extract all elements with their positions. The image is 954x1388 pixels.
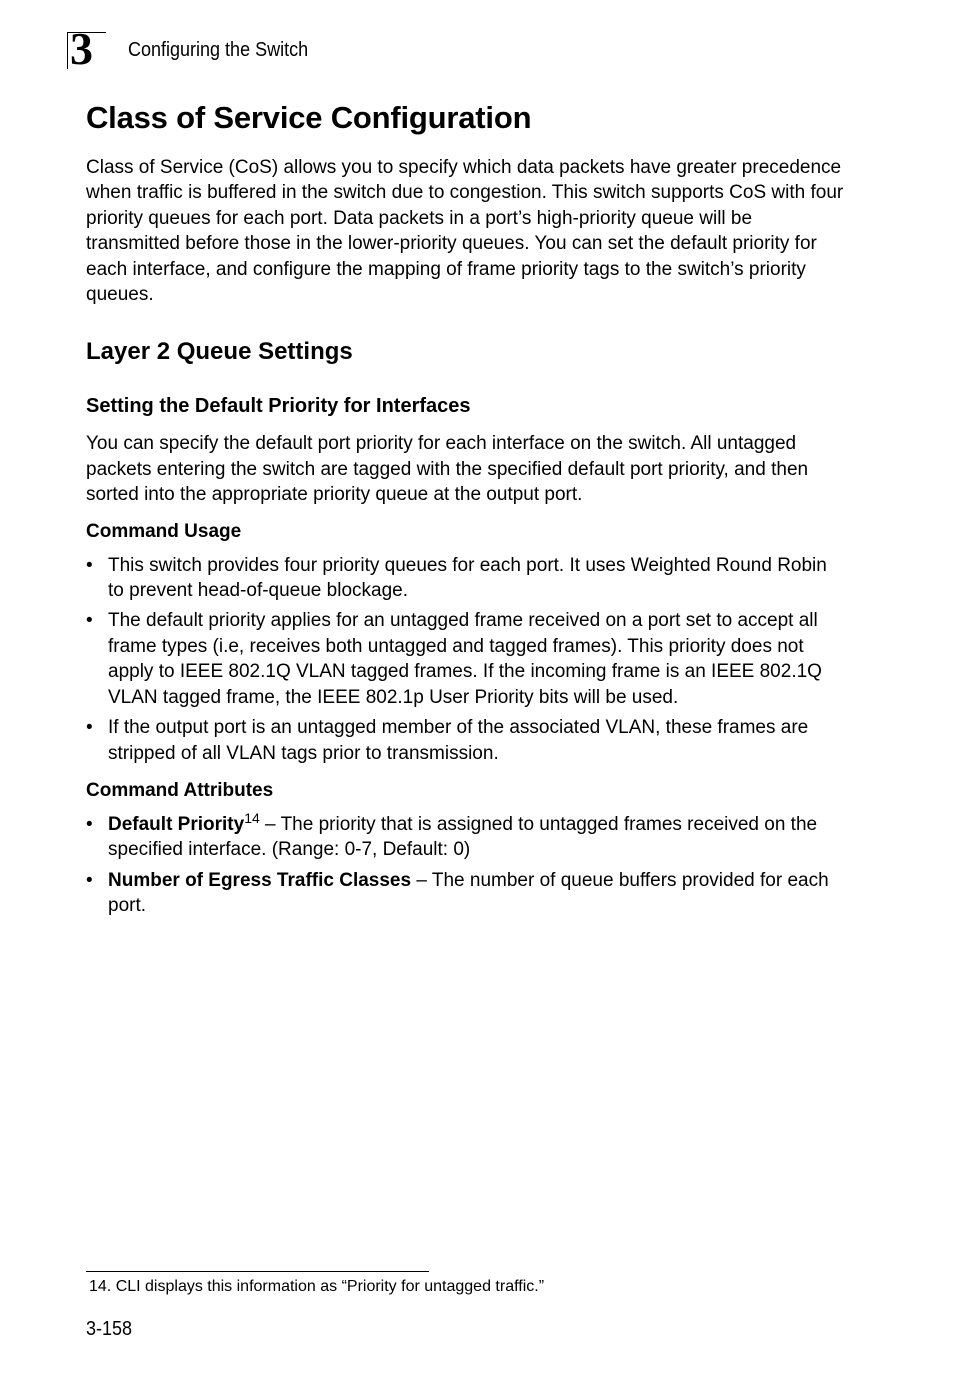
topic-title: Setting the Default Priority for Interfaces	[86, 395, 471, 418]
list-item: • If the output port is an untagged member of the associated VLAN, these frames are stripped of all VLAN tags prior to transmission.	[86, 715, 846, 766]
running-header: Configuring the Switch	[128, 39, 309, 61]
command-attributes-list	[86, 809, 846, 919]
list-item	[86, 868, 846, 919]
topic-paragraph: You can specify the default port priority for each interface on the switch. All untagged packets entering the switch are tagged with the specified default port priority, and then sorted into the appropriate priority queue at the output port.	[86, 433, 809, 506]
chapter-number: 3	[70, 23, 92, 74]
intro-paragraph: Class of Service (CoS) allows you to specify which data packets have greater precedence when traffic is buffered in the switch due to congestion. This switch supports CoS with four priority queues for each port. Data packets in a port’s high-priority queue will be transmitted before those in the lower-priority queues. You can set the default priority for each interface, and configure the mapping of frame priority tags to the switch’s priority queues.	[86, 157, 844, 306]
section-title: Class of Service Configuration	[86, 100, 532, 135]
list-item	[86, 809, 846, 863]
attribute-description: – The number of queue buffers provided for each port.	[108, 869, 829, 917]
subsection-title: Layer 2 Queue Settings	[86, 338, 353, 366]
command-attributes-heading: Command Attributes	[86, 779, 274, 801]
footnote-divider	[86, 1271, 429, 1272]
list-item: • This switch provides four priority queues for each port. It uses Weighted Round Robin to prevent head-of-queue blockage.	[86, 553, 846, 604]
footnote-text: 14. CLI displays this information as “Priority for untagged traffic.”	[89, 1278, 545, 1295]
page-body	[86, 98, 846, 919]
attribute-term: Number of Egress Traffic Classes	[108, 869, 412, 891]
footnote-reference[interactable]: 14	[244, 809, 260, 826]
command-usage-list	[86, 553, 846, 766]
command-usage-heading: Command Usage	[86, 520, 242, 542]
attribute-description: – The priority that is assigned to untagged frames received on the specified interface. (Range: 0-7, Default: 0)	[108, 813, 818, 861]
page-number: 3-158	[86, 1318, 133, 1340]
attribute-term: Default Priority	[108, 813, 245, 835]
list-item: • The default priority applies for an untagged frame received on a port set to accept all frame types (i.e, receives both untagged and tagged frames). This priority does not apply to IEEE 802.1Q VLAN tagged frames. If the incoming frame is an IEEE 802.1Q VLAN tagged frame, the IEEE 802.1p User Priority bits will be used.	[86, 608, 846, 710]
